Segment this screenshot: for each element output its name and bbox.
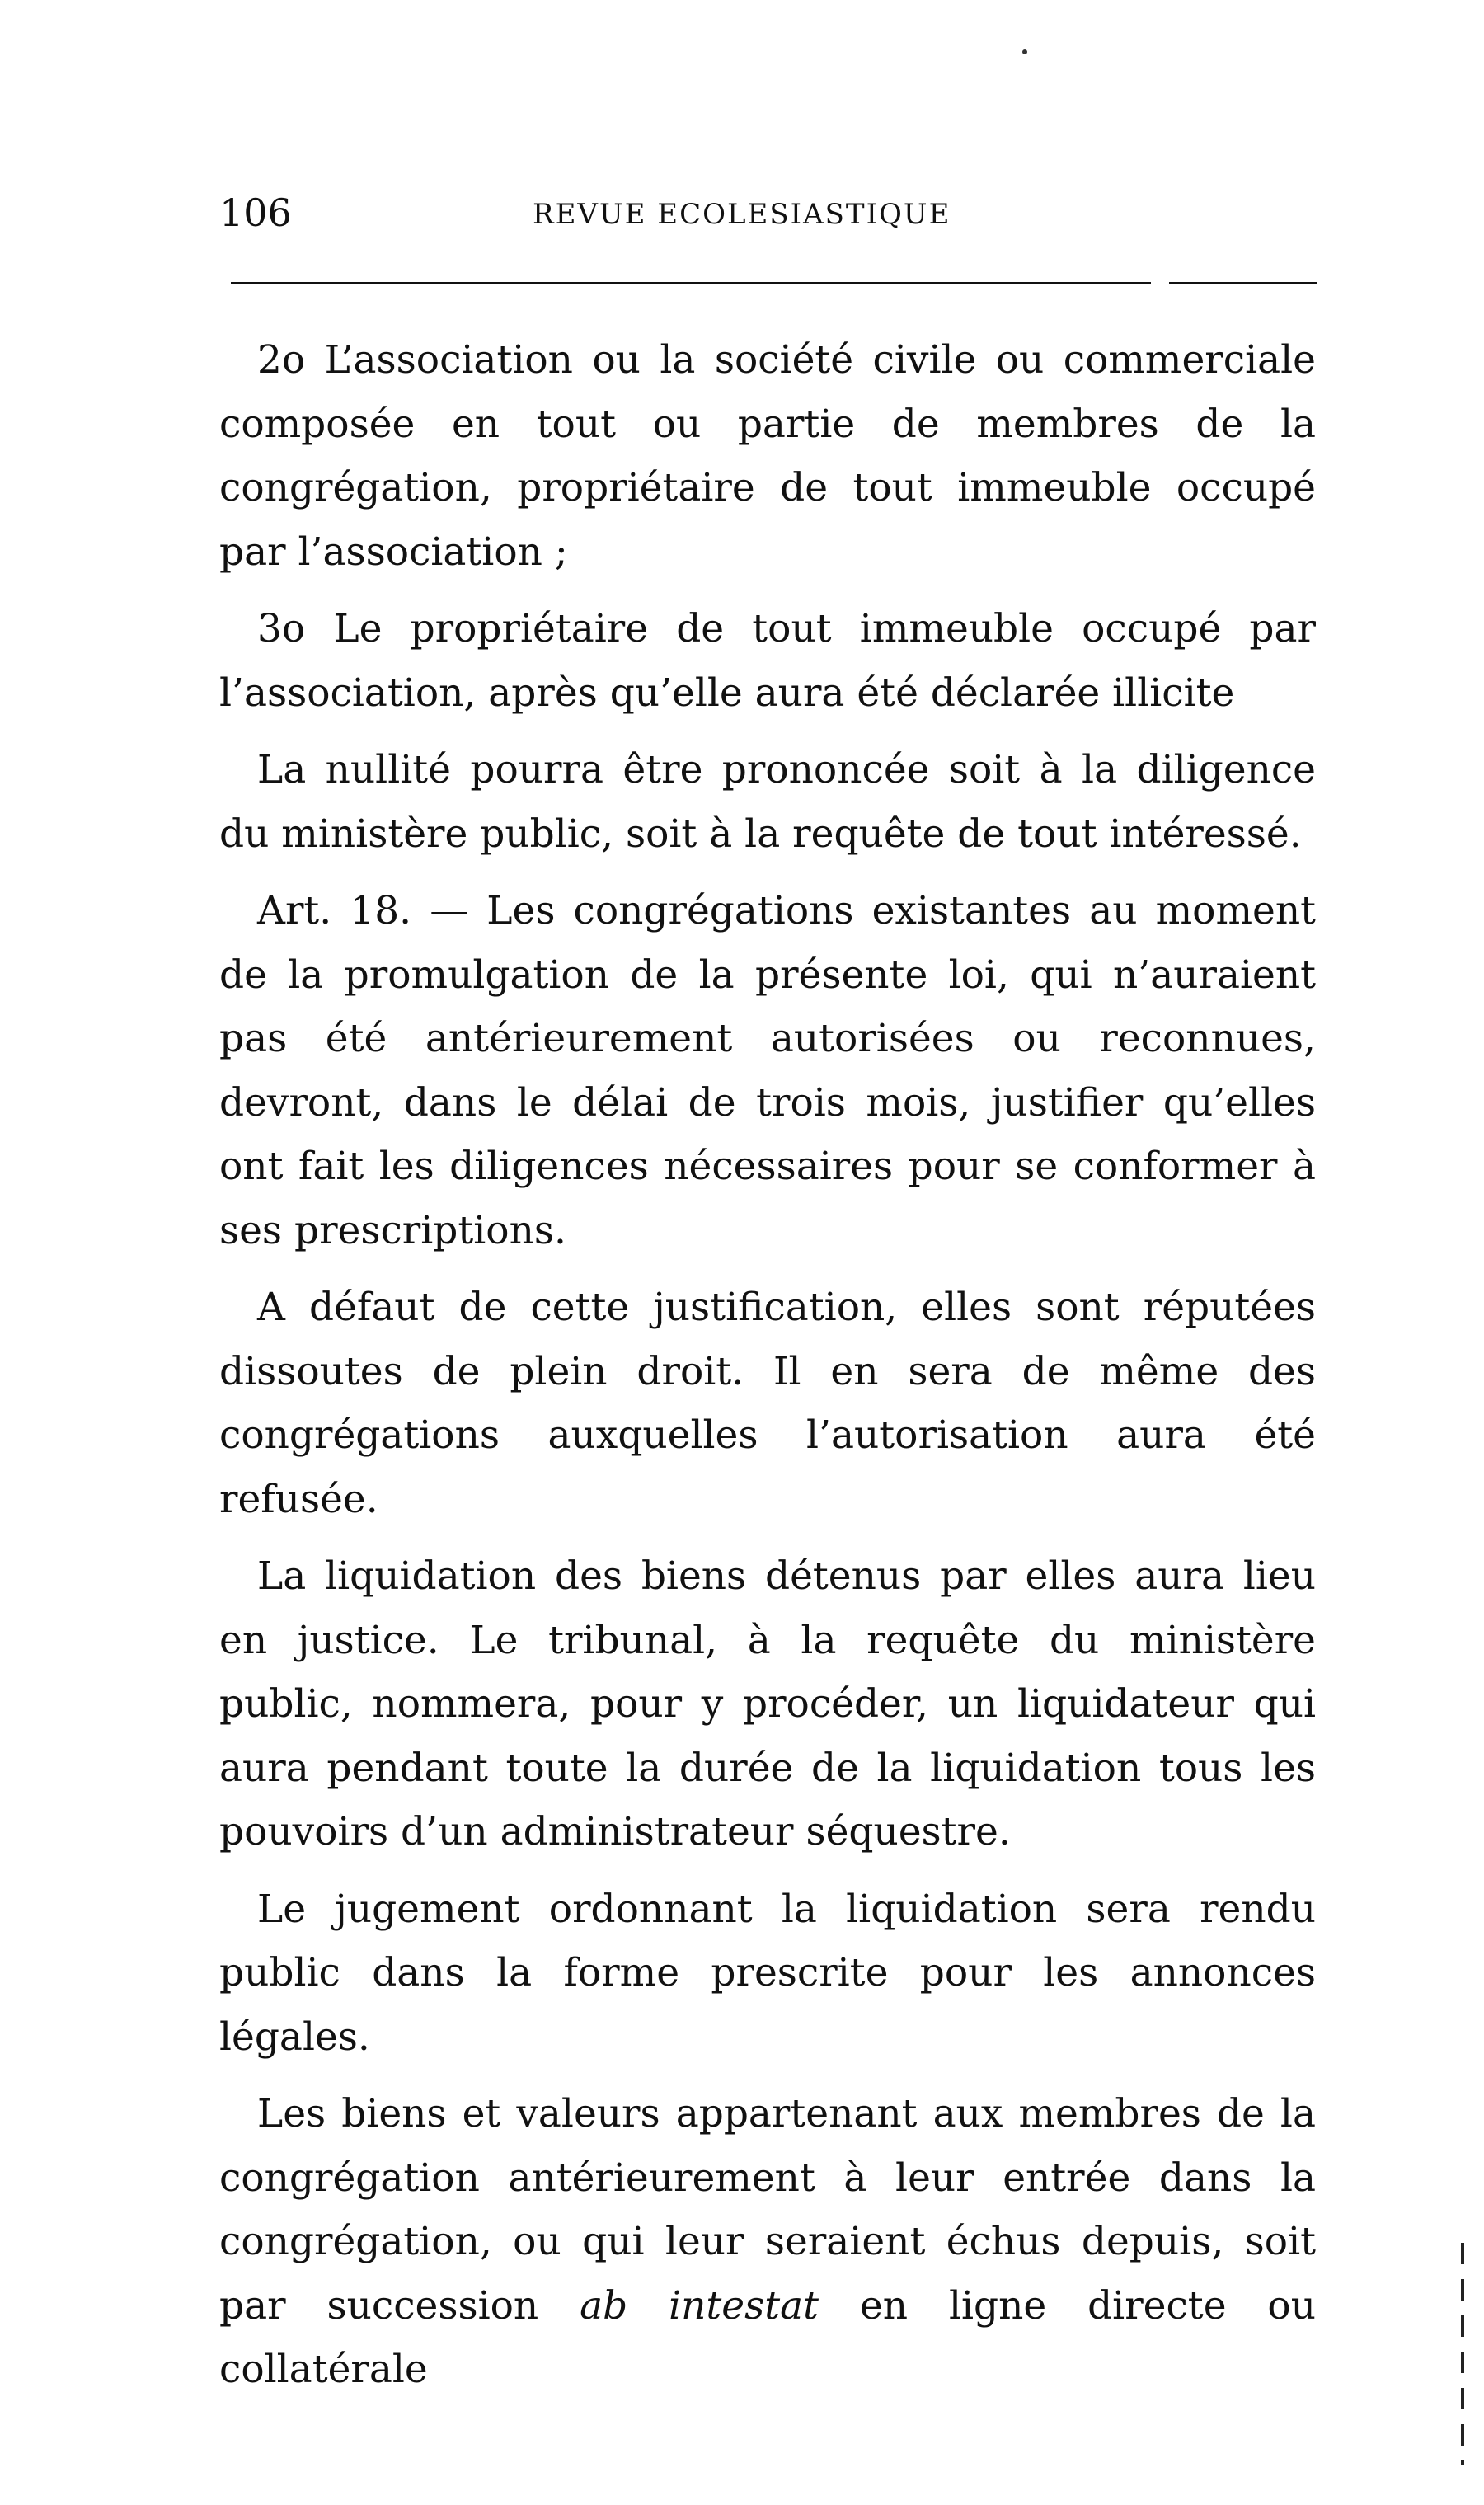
paragraph-2o: 2o L’association ou la société civile ou commerciale composée en tout ou partie de membres de la congrégation, propriétaire de tout immeuble occupé par l’association ; [219,337,1316,575]
body-text [219,328,1316,2415]
page-number: 106 [219,190,292,235]
latin-phrase: ab intestat [580,2282,819,2329]
paragraph-liquidation: La liquidation des biens détenus par elles aura lieu en justice. Le tribunal, à la requête du ministère public, nommera, pour y procéder, un liquidateur qui aura pendant toute la durée de la liquidation tous les pouvoirs d’un administrateur séquestre. [219,1553,1316,1854]
page-header [219,188,1316,246]
header-rule [231,282,1151,284]
ink-speck [1022,49,1027,54]
paragraph-nullite: La nullité pourra être prononcée soit à la diligence du ministère public, soit à la requête de tout intéressé. [219,747,1316,857]
paragraph-art-18: Art. 18. — Les congrégations existantes au moment de la promulgation de la présente loi, qui n’auraient pas été antérieurement autorisées ou reconnues, devront, dans le délai de trois mois, justifier qu’elles ont fait les diligences nécessaires pour se conformer à ses prescriptions. [219,888,1316,1253]
paragraph-3o: 3o Le propriétaire de tout immeuble occupé par l’association, après qu’elle aura été déclarée illicite [219,606,1316,716]
paragraph-a-defaut: A défaut de cette justification, elles sont réputées dissoutes de plein droit. Il en sera de même des congrégations auxquelles l’autorisation aura été refusée. [219,1285,1316,1522]
running-title: REVUE ECOLESIASTIQUE [533,198,951,231]
scan-edge-mark [1461,2243,1464,2465]
paragraph-biens [219,2082,1316,2402]
header-rule-short [1169,282,1317,284]
paragraph-biens-end: en ligne directe ou collatérale [219,2282,1316,2392]
paragraph-jugement: Le jugement ordonnant la liquidation sera rendu public dans la forme prescrite pour les annonces légales. [219,1886,1316,2060]
paragraph-biens-start: Les biens et valeurs appartenant aux membres de la congrégation antérieurement à leur entrée dans la congrégation, ou qui leur seraient échus depuis, soit par succession [219,2091,1316,2329]
